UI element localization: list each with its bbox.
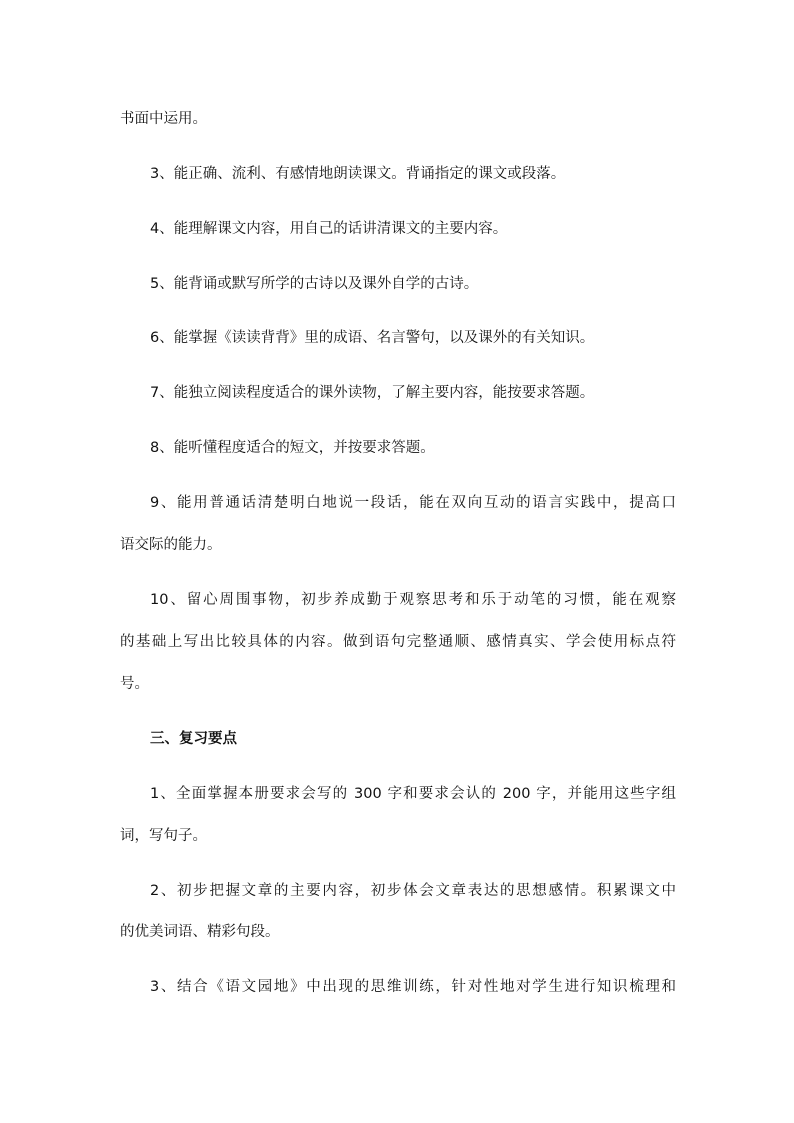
paragraph-line: 2、初步把握文章的主要内容，初步体会文章表达的思想感情。积累课文中 [150,883,676,899]
paragraph-line: 3、结合《语文园地》中出现的思维训练，针对性地对学生进行知识梳理和 [150,979,676,995]
paragraph-line: 7、能独立阅读程度适合的课外读物，了解主要内容，能按要求答题。 [150,385,595,401]
paragraph-line: 的优美词语、精彩句段。 [120,924,280,940]
paragraph-line: 的基础上写出比较具体的内容。做到语句完整通顺、感情真实、学会使用标点符 [120,634,676,650]
paragraph-line: 语交际的能力。 [120,537,222,553]
paragraph-line: 10、留心周围事物，初步养成勤于观察思考和乐于动笔的习惯，能在观察 [150,592,676,608]
section-heading: 三、复习要点 [150,731,237,747]
paragraph-line: 8、能听懂程度适合的短文，并按要求答题。 [150,440,435,456]
paragraph-line: 1、全面掌握本册要求会写的 300 字和要求会认的 200 字，并能用这些字组 [150,786,676,802]
paragraph-line: 4、能理解课文内容，用自己的话讲清课文的主要内容。 [150,221,508,237]
paragraph-line: 3、能正确、流利、有感情地朗读课文。背诵指定的课文或段落。 [150,166,566,182]
paragraph-line: 书面中运用。 [120,111,207,127]
paragraph-line: 号。 [120,676,149,692]
paragraph-line: 6、能掌握《读读背背》里的成语、名言警句，以及课外的有关知识。 [150,330,595,346]
paragraph-line: 9、能用普通话清楚明白地说一段话，能在双向互动的语言实践中，提高口 [150,495,676,511]
paragraph-line: 词，写句子。 [120,828,207,844]
paragraph-line: 5、能背诵或默写所学的古诗以及课外自学的古诗。 [150,276,479,292]
